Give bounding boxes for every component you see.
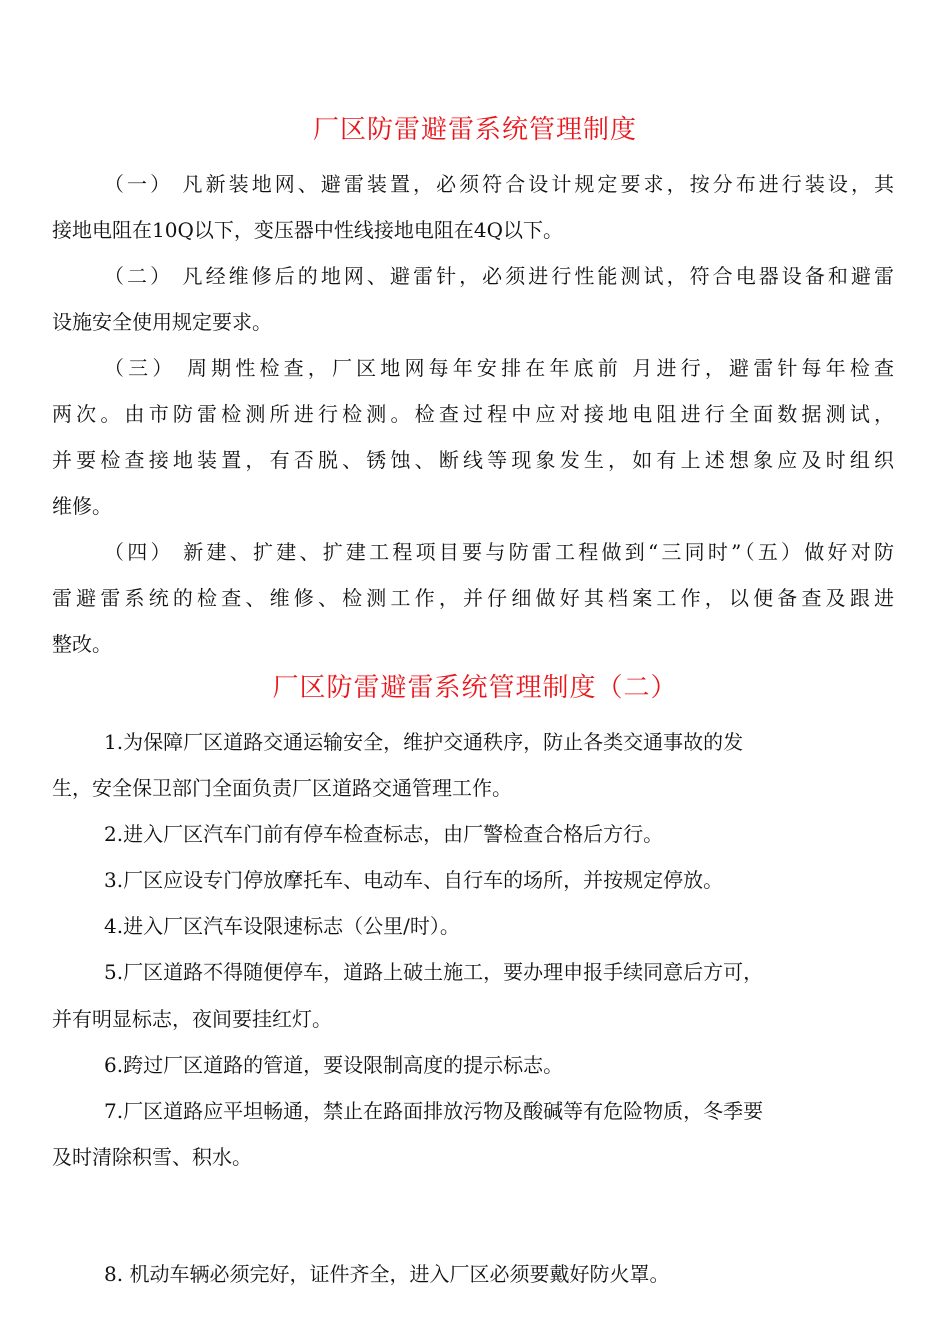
section-2-title: 厂区防雷避雷系统管理制度（二）	[272, 673, 678, 703]
section-1-line-8: 维修。	[52, 494, 112, 518]
section-1-title: 厂区防雷避雷系统管理制度	[312, 115, 637, 145]
section-2-line-9: 7.厂区道路应平坦畅通，禁止在路面排放污物及酸碱等有危险物质，冬季要	[104, 1099, 764, 1123]
section-1-line-3: （二） 凡经维修后的地网、避雷针，必须进行性能测试，符合电器设备和避雷	[104, 264, 894, 288]
section-1-line-6: 两次。由市防雷检测所进行检测。检查过程中应对接地电阻进行全面数据测试，	[52, 402, 894, 426]
section-1-line-9: （四） 新建、扩建、扩建工程项目要与防雷工程做到“三同时”（五）做好对防	[104, 540, 894, 564]
section-2-line-1: 1.为保障厂区道路交通运输安全，维护交通秩序，防止各类交通事故的发	[104, 730, 744, 754]
section-2-line-10: 及时清除积雪、积水。	[52, 1145, 252, 1169]
section-2-line-3: 2.进入厂区汽车门前有停车检查标志，由厂警检查合格后方行。	[104, 822, 664, 846]
section-2-line-8: 6.跨过厂区道路的管道，要设限制高度的提示标志。	[104, 1053, 564, 1077]
section-2-line-6: 5.厂区道路不得随便停车，道路上破土施工，要办理申报手续同意后方可，	[104, 960, 764, 984]
section-1-line-11: 整改。	[52, 632, 112, 656]
section-1-line-7: 并要检查接地装置，有否脱、锈蚀、断线等现象发生，如有上述想象应及时组织	[52, 448, 894, 472]
section-1-line-10: 雷避雷系统的检查、维修、检测工作，并仔细做好其档案工作，以便备查及跟进	[52, 586, 894, 610]
section-2-line-11: 8. 机动车辆必须完好，证件齐全，进入厂区必须要戴好防火罩。	[104, 1262, 670, 1286]
section-2-line-4: 3.厂区应设专门停放摩托车、电动车、自行车的场所，并按规定停放。	[104, 868, 724, 892]
section-1-line-1: （一） 凡新装地网、避雷装置，必须符合设计规定要求，按分布进行装设，其	[104, 172, 894, 196]
section-2-line-5: 4.进入厂区汽车设限速标志（公里/时）。	[104, 914, 460, 938]
section-1-line-4: 设施安全使用规定要求。	[52, 310, 272, 334]
section-1-line-2: 接地电阻在10Q以下，变压器中性线接地电阻在4Q以下。	[52, 218, 563, 242]
section-2-line-7: 并有明显标志，夜间要挂红灯。	[52, 1007, 332, 1031]
section-2-line-2: 生，安全保卫部门全面负责厂区道路交通管理工作。	[52, 776, 512, 800]
section-1-line-5: （三） 周期性检查，厂区地网每年安排在年底前 月进行，避雷针每年检查	[104, 356, 894, 380]
